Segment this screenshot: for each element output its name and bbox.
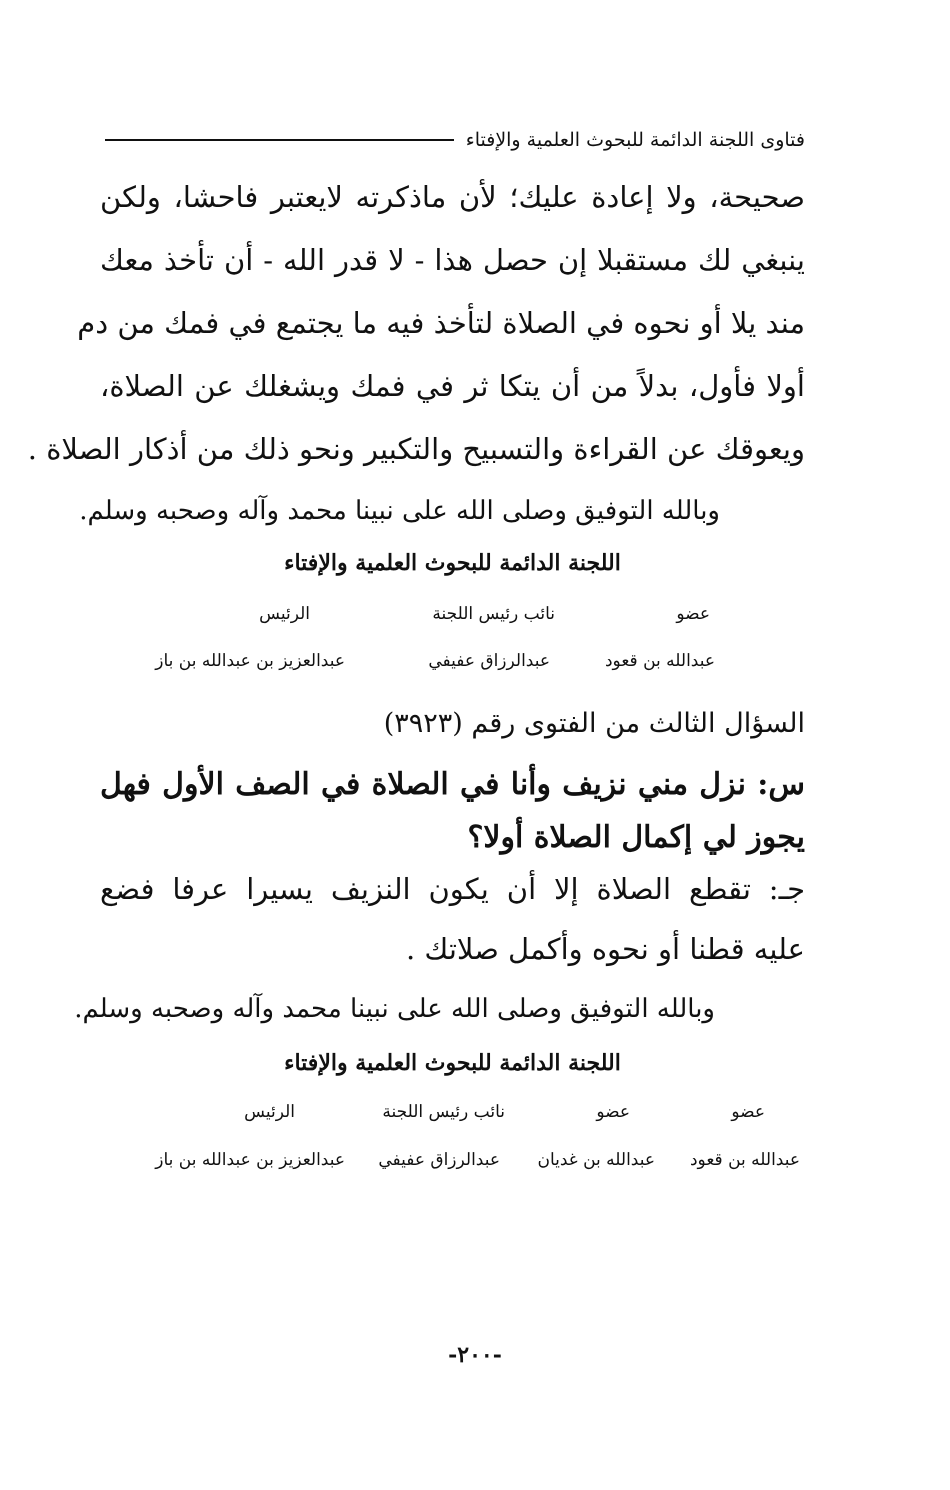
answer-line: عليه قطنا أو نحوه وأكمل صلاتك .	[405, 932, 805, 966]
answer-line: جـ: تقطع الصلاة إلا أن يكون النزيف يسيرا عرفا فضع	[100, 872, 805, 906]
signature-name: عبدالعزيز بن عبدالله بن باز	[155, 1150, 345, 1170]
signature-title: الرئيس	[259, 604, 310, 624]
running-header	[105, 120, 805, 160]
question-number: السؤال الثالث من الفتوى رقم (٣٩٢٣)	[383, 708, 805, 739]
answer-line: أولا فأول، بدلاً من أن يتكا ثر في فمك ويشغلك عن الصلاة،	[100, 369, 805, 403]
signature-title: نائب رئيس اللجنة	[382, 1102, 505, 1122]
signature-name: عبدالله بن غديان	[537, 1150, 655, 1170]
signature-title: نائب رئيس اللجنة	[432, 604, 555, 624]
answer-line: مند يلا أو نحوه في الصلاة لتأخذ فيه ما يجتمع في فمك من دم	[77, 306, 805, 340]
header-rule	[105, 139, 454, 141]
signature-title: عضو	[731, 1102, 765, 1122]
committee-name: اللجنة الدائمة للبحوث العلمية والإفتاء	[284, 550, 621, 576]
page-number: -٢٠٠-	[448, 1342, 502, 1368]
closing-prayer: وبالله التوفيق وصلى الله على نبينا محمد وآله وصحبه وسلم.	[74, 994, 715, 1024]
signature-name: عبدالعزيز بن عبدالله بن باز	[155, 651, 345, 671]
signature-name: عبدالله بن قعود	[604, 651, 715, 671]
answer-line: ينبغي لك مستقبلا إن حصل هذا - لا قدر الله - أن تأخذ معك	[100, 243, 805, 277]
signature-name: عبدالرزاق عفيفي	[378, 1150, 500, 1170]
signature-title: عضو	[676, 604, 710, 624]
signature-name: عبدالرزاق عفيفي	[428, 651, 550, 671]
question-line: يجوز لي إكمال الصلاة أولا؟	[467, 820, 805, 855]
closing-prayer: وبالله التوفيق وصلى الله على نبينا محمد وآله وصحبه وسلم.	[79, 496, 720, 526]
question-line: س: نزل مني نزيف وأنا في الصلاة في الصف الأول فهل	[100, 767, 805, 802]
committee-name: اللجنة الدائمة للبحوث العلمية والإفتاء	[284, 1050, 621, 1076]
header-title: فتاوى اللجنة الدائمة للبحوث العلمية والإفتاء	[465, 129, 805, 151]
signature-name: عبدالله بن قعود	[689, 1150, 800, 1170]
answer-line: صحيحة، ولا إعادة عليك؛ لأن ماذكرته لايعتبر فاحشا، ولكن	[100, 180, 805, 214]
signature-title: عضو	[596, 1102, 630, 1122]
answer-line: ويعوقك عن القراءة والتسبيح والتكبير ونحو ذلك من أذكار الصلاة .	[27, 432, 805, 466]
signature-title: الرئيس	[244, 1102, 295, 1122]
